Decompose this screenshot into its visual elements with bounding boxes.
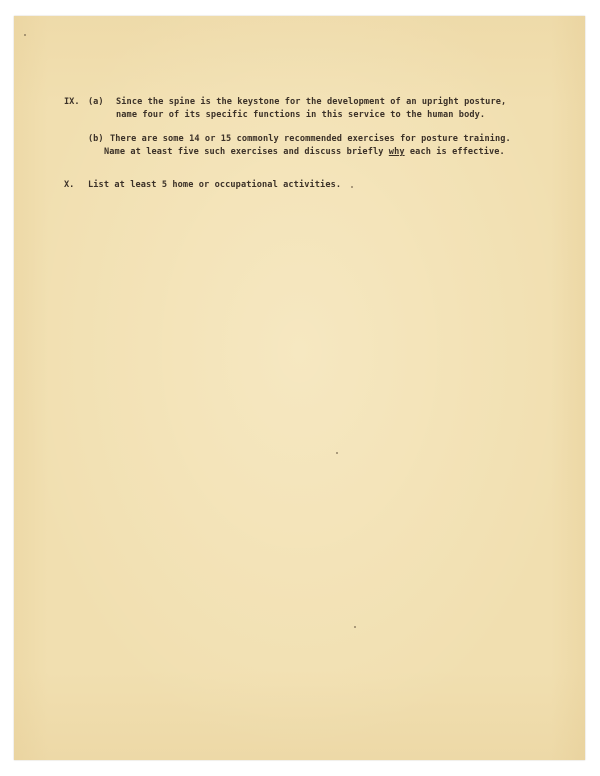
paper-speck (351, 186, 353, 188)
question-9a-label: (a) (88, 97, 104, 107)
question-9b-line-1: There are some 14 or 15 commonly recommended exercises for posture training. (110, 134, 511, 144)
question-9b-line-2-end: each is effective. (404, 147, 505, 157)
question-9a-line-2: name four of its specific functions in this service to the human body. (116, 110, 486, 120)
question-9b-line-2 (104, 147, 505, 157)
question-9b-label: (b) (88, 134, 104, 144)
question-10-text: List at least 5 home or occupational activities. (88, 180, 342, 190)
emphasized-word-why: why (388, 147, 405, 157)
paper-sheet (14, 16, 585, 760)
question-9-number: IX. (64, 97, 80, 107)
paper-speck (336, 452, 338, 454)
question-9b-line-2-start: Name at least five such exercises and discuss briefly (104, 147, 389, 157)
paper-speck (354, 626, 356, 628)
paper-speck (24, 34, 26, 36)
question-10-number: X. (64, 180, 75, 190)
question-9a-line-1: Since the spine is the keystone for the development of an upright posture, (116, 97, 507, 107)
